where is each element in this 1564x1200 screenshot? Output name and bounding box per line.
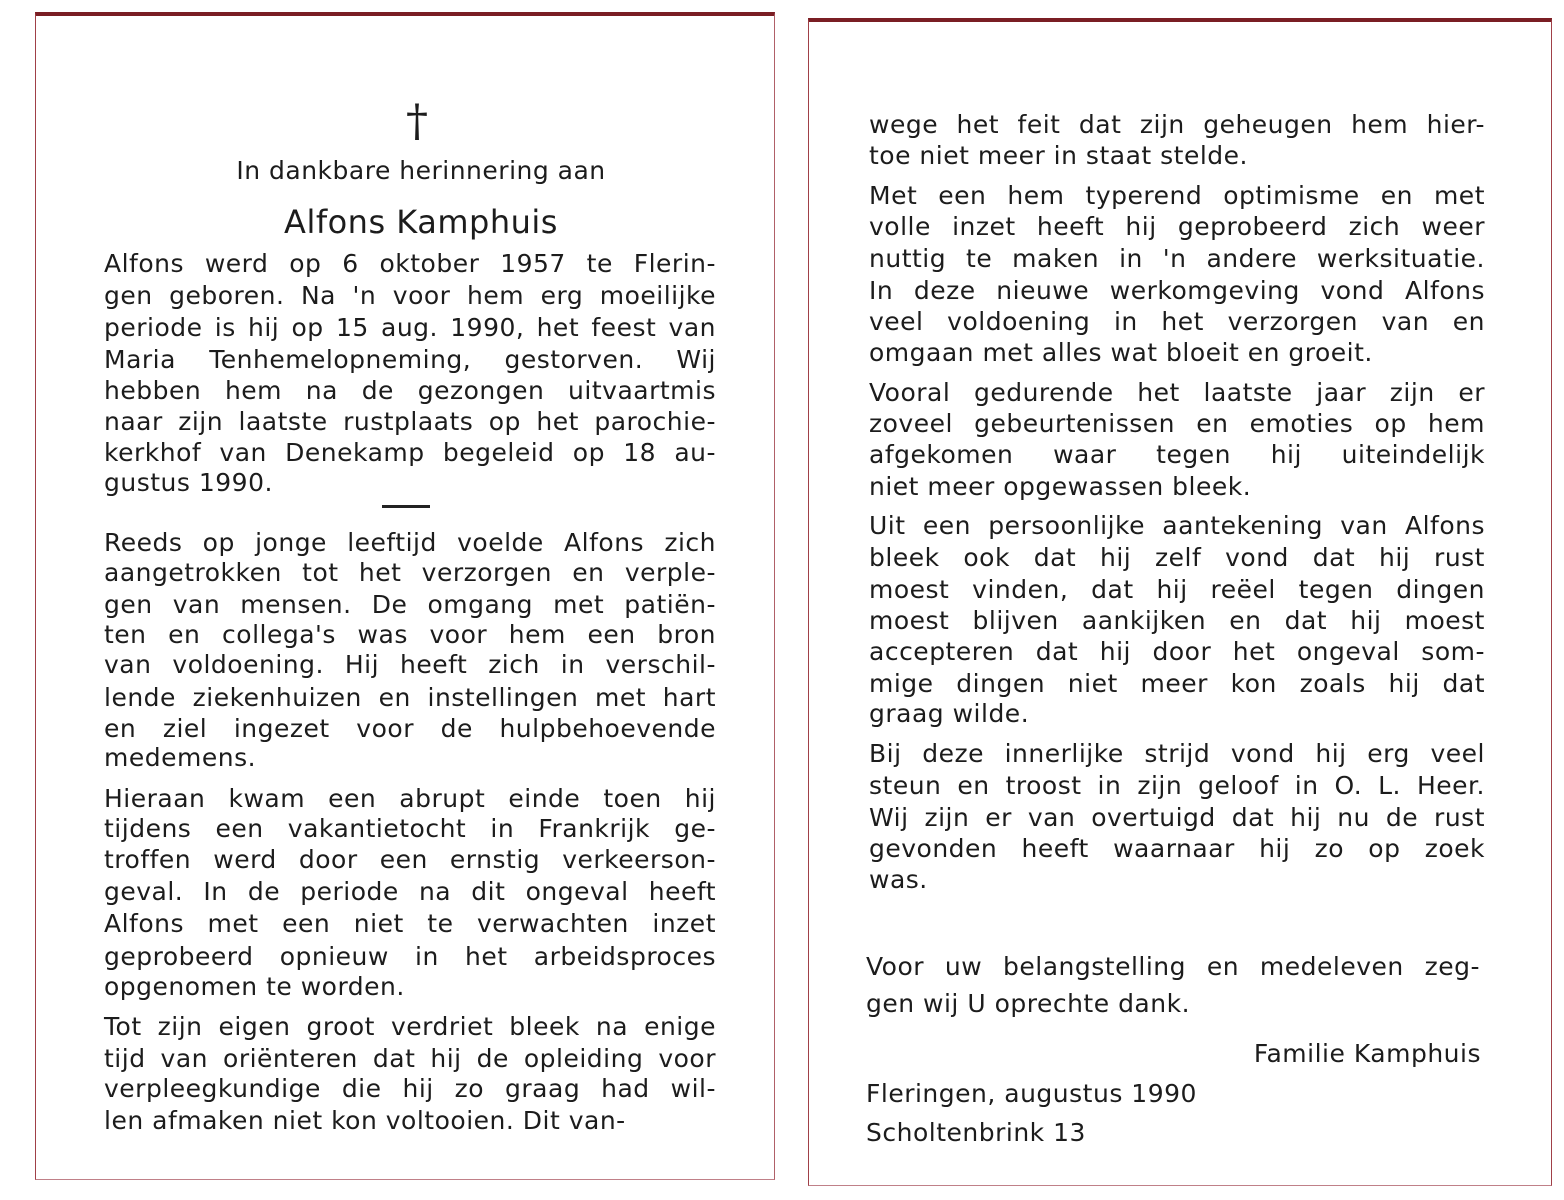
place-date: Fleringen, augustus 1990 [866, 1079, 1197, 1108]
text-line: periode is hij op 15 aug. 1990, het feest van [104, 313, 716, 342]
text-line: Alfons met een niet te verwachten inzet [104, 909, 716, 938]
text-line: niet meer opgewassen bleek. [869, 472, 1252, 501]
text-line: was. [869, 865, 928, 894]
text-line: len afmaken niet kon voltooien. Dit van- [104, 1106, 626, 1135]
text-line: tijdens een vakantietocht in Frankrijk ge- [104, 814, 716, 843]
signature: Familie Kamphuis [1253, 1039, 1481, 1068]
text-line: Wij zijn er van overtuigd dat hij nu de rust [869, 803, 1485, 832]
text-line: geval. In de periode na dit ongeval heeft [104, 877, 716, 906]
address: Scholtenbrink 13 [866, 1118, 1086, 1147]
thanks-line: gen wij U oprechte dank. [866, 989, 1191, 1018]
text-line: medemens. [104, 743, 257, 772]
right-card-page [808, 18, 1552, 1186]
text-line: kerkhof van Denekamp begeleid op 18 au- [104, 438, 716, 467]
text-line: steun en troost in zijn geloof in O. L. Heer. [869, 771, 1485, 800]
text-line: moest blijven aankijken en dat hij moest [869, 606, 1485, 635]
text-line: geprobeerd opnieuw in het arbeidsproces [104, 942, 716, 971]
text-line: Uit een persoonlijke aantekening van Alfons [869, 511, 1485, 540]
deceased-name: Alfons Kamphuis [284, 203, 558, 241]
cross-icon: † [406, 96, 428, 147]
text-line: Vooral gedurende het laatste jaar zijn er [869, 378, 1485, 407]
text-line: Met een hem typerend optimisme en met [869, 181, 1485, 210]
text-line: zoveel gebeurtenissen en emoties op hem [869, 409, 1485, 438]
text-line: tijd van oriënteren dat hij de opleiding voor [104, 1044, 716, 1073]
text-line: moest vinden, dat hij reëel tegen dingen [869, 575, 1485, 604]
text-line: accepteren dat hij door het ongeval som- [869, 637, 1485, 666]
heading: In dankbare herinnering aan [236, 156, 606, 185]
text-line: van voldoening. Hij heeft zich in verschil- [104, 650, 716, 679]
thanks-line: Voor uw belangstelling en medeleven zeg- [866, 952, 1480, 981]
left-card-page [35, 12, 775, 1180]
text-line: gevonden heeft waarnaar hij zo op zoek [869, 834, 1485, 863]
text-line: opgenomen te worden. [104, 972, 405, 1001]
text-line: nuttig te maken in 'n andere werksituatie. [869, 244, 1485, 273]
text-line: veel voldoening in het verzorgen van en [869, 307, 1485, 336]
text-line: Reeds op jonge leeftijd voelde Alfons zich [104, 528, 716, 557]
text-line: hebben hem na de gezongen uitvaartmis [104, 376, 716, 405]
text-line: afgekomen waar tegen hij uiteindelijk [869, 440, 1485, 469]
text-line: bleek ook dat hij zelf vond dat hij rust [869, 543, 1485, 572]
text-line: wege het feit dat zijn geheugen hem hier- [869, 110, 1485, 139]
text-line: toe niet meer in staat stelde. [869, 141, 1248, 170]
text-line: Bij deze innerlijke strijd vond hij erg veel [869, 739, 1485, 768]
text-line: volle inzet heeft hij geprobeerd zich weer [869, 212, 1485, 241]
text-line: Hieraan kwam een abrupt einde toen hij [104, 784, 716, 813]
text-line: In deze nieuwe werkomgeving vond Alfons [869, 276, 1485, 305]
text-line: naar zijn laatste rustplaats op het parochie- [104, 407, 716, 436]
text-line: en ziel ingezet voor de hulpbehoevende [104, 714, 716, 743]
text-line: gen geboren. Na 'n voor hem erg moeilijke [104, 281, 716, 310]
text-line: gen van mensen. De omgang met patiën- [104, 590, 716, 619]
divider [382, 505, 430, 508]
text-line: ten en collega's was voor hem een bron [104, 620, 716, 649]
text-line: Maria Tenhemelopneming, gestorven. Wij [104, 345, 716, 374]
text-line: mige dingen niet meer kon zoals hij dat [869, 669, 1485, 698]
text-line: Tot zijn eigen groot verdriet bleek na enige [104, 1012, 716, 1041]
text-line: Alfons werd op 6 oktober 1957 te Flerin- [104, 249, 716, 278]
text-line: aangetrokken tot het verzorgen en verple- [104, 558, 716, 587]
text-line: gustus 1990. [104, 468, 273, 497]
text-line: verpleegkundige die hij zo graag had wil- [104, 1074, 716, 1103]
text-line: lende ziekenhuizen en instellingen met hart [104, 683, 716, 712]
text-line: omgaan met alles wat bloeit en groeit. [869, 338, 1373, 367]
text-line: graag wilde. [869, 699, 1030, 728]
text-line: troffen werd door een ernstig verkeerson- [104, 845, 716, 874]
